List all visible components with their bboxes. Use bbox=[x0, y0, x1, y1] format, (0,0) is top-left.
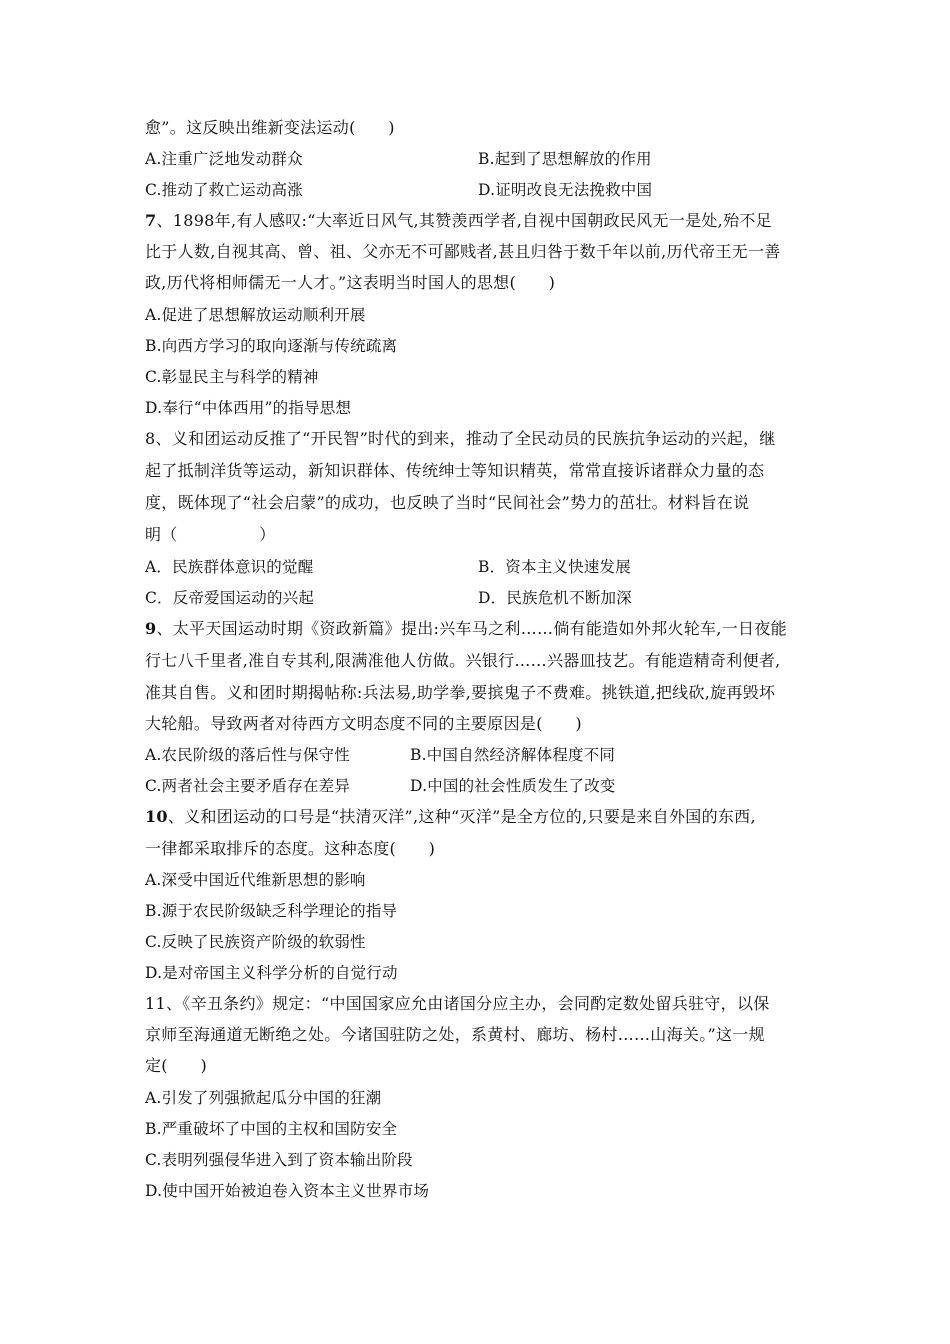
q10-stem-line-1: 10、义和团运动的口号是“扶清灭洋”,这种“灭洋”是全方位的,只要是来自外国的东西, bbox=[145, 807, 756, 826]
q10-stem-line-2: 一律都采取排斥的态度。这种态度( ) bbox=[145, 839, 436, 858]
q7-stem-line-1: 7、1898年,有人感叹:“大率近日风气,其赞羡西学者,自视中国朝政民风无一是处,殆不足 bbox=[145, 211, 772, 230]
q7-number: 7 bbox=[145, 211, 157, 230]
q10-option-a: A.深受中国近代维新思想的影响 bbox=[145, 871, 366, 889]
q11-option-b: B.严重破坏了中国的主权和国防安全 bbox=[145, 1120, 398, 1138]
q8-option-c: C．反帝爱国运动的兴起 bbox=[145, 589, 315, 607]
q9-option-c: C.两者社会主要矛盾存在差异 bbox=[145, 777, 351, 795]
q7-stem-line-2: 比于人数,自视其高、曾、祖、父亦无不可鄙贱者,甚且归咎于数千年以前,历代帝王无一善 bbox=[145, 242, 781, 261]
q8-stem-line-1: 8、义和团运动反推了“开民智”时代的到来，推动了全民动员的民族抗争运动的兴起，继 bbox=[145, 429, 776, 448]
q7-option-c: C.彰显民主与科学的精神 bbox=[145, 368, 319, 386]
q9-number: 9 bbox=[145, 619, 157, 638]
q11-option-c: C.表明列强侵华进入到了资本输出阶段 bbox=[145, 1151, 413, 1169]
q11-option-a: A.引发了列强掀起瓜分中国的狂潮 bbox=[145, 1089, 382, 1107]
q8-stem-line-2: 起了抵制洋货等运动，新知识群体、传统绅士等知识精英，常常直接诉诸群众力量的态 bbox=[145, 461, 765, 480]
q9-option-d: D.中国的社会性质发生了改变 bbox=[410, 777, 616, 795]
q7-option-d: D.奉行“中体西用”的指导思想 bbox=[145, 399, 352, 417]
q10-option-c: C.反映了民族资产阶级的软弱性 bbox=[145, 933, 366, 951]
q6-option-a: A.注重广泛地发动群众 bbox=[145, 150, 303, 168]
q9-stem-line-2: 行七八千里者,准自专其利,限满准他人仿做。兴银行……兴器皿技艺。有能造精奇利便者, bbox=[145, 651, 781, 670]
q11-stem-line-1: 11、《辛丑条约》规定：“中国国家应允由诸国分应主办，会同酌定数处留兵驻守，以保 bbox=[145, 994, 770, 1013]
q11-number: 11 bbox=[145, 994, 166, 1013]
q9-option-a: A.农民阶级的落后性与保守性 bbox=[145, 746, 350, 764]
q11-option-d: D.使中国开始被迫卷入资本主义世界市场 bbox=[145, 1182, 430, 1200]
q7-stem-line-3: 政,历代将相师儒无一人才。”这表明当时国人的思想( ) bbox=[145, 273, 556, 292]
q11-stem-line-3: 定( ) bbox=[145, 1056, 207, 1075]
q6-stem-tail: 愈”。这反映出维新变法运动( ) bbox=[145, 118, 395, 137]
q6-option-c: C.推动了救亡运动高涨 bbox=[145, 181, 303, 199]
q11-stem-line-2: 京师至海通道无断绝之处。今诸国驻防之处，系黄村、廊坊、杨村……山海关。”这一规 bbox=[145, 1025, 765, 1044]
q8-stem-line-3: 度，既体现了“社会启蒙”的成功，也反映了当时“民间社会”势力的茁壮。材料旨在说 bbox=[145, 493, 750, 512]
q9-stem-line-4: 大轮船。导致两者对待西方文明态度不同的主要原因是( ) bbox=[145, 714, 582, 733]
q6-option-b: B.起到了思想解放的作用 bbox=[478, 150, 652, 168]
q10-option-b: B.源于农民阶级缺乏科学理论的指导 bbox=[145, 902, 398, 920]
q7-option-b: B.向西方学习的取向逐渐与传统疏离 bbox=[145, 337, 398, 355]
q8-option-d: D．民族危机不断加深 bbox=[478, 589, 632, 607]
q8-number: 8 bbox=[145, 429, 156, 448]
q9-stem-line-1: 9、太平天国运动时期《资政新篇》提出:兴车马之利……倘有能造如外邦火轮车,一日夜能 bbox=[145, 619, 787, 638]
q7-option-a: A.促进了思想解放运动顺利开展 bbox=[145, 306, 366, 324]
q10-option-d: D.是对帝国主义科学分析的自觉行动 bbox=[145, 964, 398, 982]
q9-stem-line-3: 准其自售。义和团时期揭帖称:兵法易,助学拳,要摈鬼子不费难。挑铁道,把线砍,旋再毁坏 bbox=[145, 683, 776, 702]
q8-option-b: B．资本主义快速发展 bbox=[478, 558, 631, 576]
q10-number: 10 bbox=[145, 807, 168, 826]
q8-option-a: A．民族群体意识的觉醒 bbox=[145, 558, 314, 576]
q8-stem-line-4: 明（ ） bbox=[145, 525, 276, 544]
q9-option-b: B.中国自然经济解体程度不同 bbox=[410, 746, 616, 764]
q6-option-d: D.证明改良无法挽救中国 bbox=[478, 181, 653, 199]
